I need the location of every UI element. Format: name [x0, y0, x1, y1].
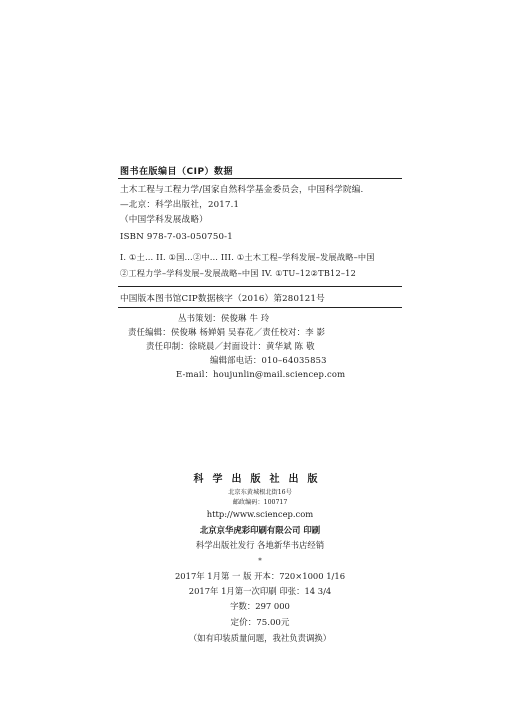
cip-entry-line-2: —北京：科学出版社，2017.1 [120, 200, 240, 210]
edition-line-2: 2017年 1月第一次印刷 印张：14 3/4 [188, 586, 332, 596]
editorial-email: E-mail：houjunlin@mail.sciencep.com [176, 369, 346, 379]
distributor: 科学出版社发行 各地新华书店经销 [195, 540, 325, 550]
separator-star: * [258, 557, 262, 565]
cip-top-rule [118, 178, 402, 179]
publisher-address: 北京东黄城根北街16号 [228, 489, 292, 496]
series-planning: 丛书策划：侯俊琳 牛 玲 [178, 313, 270, 323]
cip-bottom-rule [118, 307, 402, 308]
cip-entry-line-3: （中国学科发展战略） [120, 215, 208, 225]
cip-entry-line-1: 土木工程与工程力学/国家自然科学基金委员会，中国科学院编. [120, 185, 364, 195]
printer: 北京京华虎彩印刷有限公司 印刷 [199, 525, 321, 535]
editorial-phone: 编辑部电话：010–64035853 [210, 355, 327, 365]
edition-line-1: 2017年 1月第 一 版 开本：720×1000 1/16 [174, 571, 346, 581]
price: 定价：75.00元 [230, 618, 290, 628]
responsible-editors: 责任编辑：侯俊琳 杨婵娟 吴春花／责任校对：李 影 [128, 327, 326, 337]
quality-note: （如有印装质量问题，我社负责调换） [188, 633, 332, 643]
print-and-cover-design: 责任印制：徐晓晨／封面设计：黄华斌 陈 敬 [146, 341, 315, 351]
publisher-url: http://www.sciencep.com [206, 509, 314, 519]
classification-line-1: I. ①土… II. ①国…②中… III. ①土木工程–学科发展–发展战略–中国 [120, 252, 375, 262]
classification-line-2: ②工程力学–学科发展–发展战略–中国 IV. ①TU–12②TB12–12 [120, 268, 356, 278]
publisher-name: 科学出版社出版 [193, 474, 327, 485]
isbn: ISBN 978-7-03-050750-1 [120, 232, 233, 242]
cip-record-number: 中国版本图书馆CIP数据核字（2016）第280121号 [120, 294, 325, 304]
cip-heading: 图书在版编目（CIP）数据 [120, 167, 234, 177]
cip-mid-rule [118, 286, 402, 287]
publisher-postcode: 邮政编码：100717 [232, 499, 288, 506]
word-count: 字数：297 000 [230, 601, 290, 611]
